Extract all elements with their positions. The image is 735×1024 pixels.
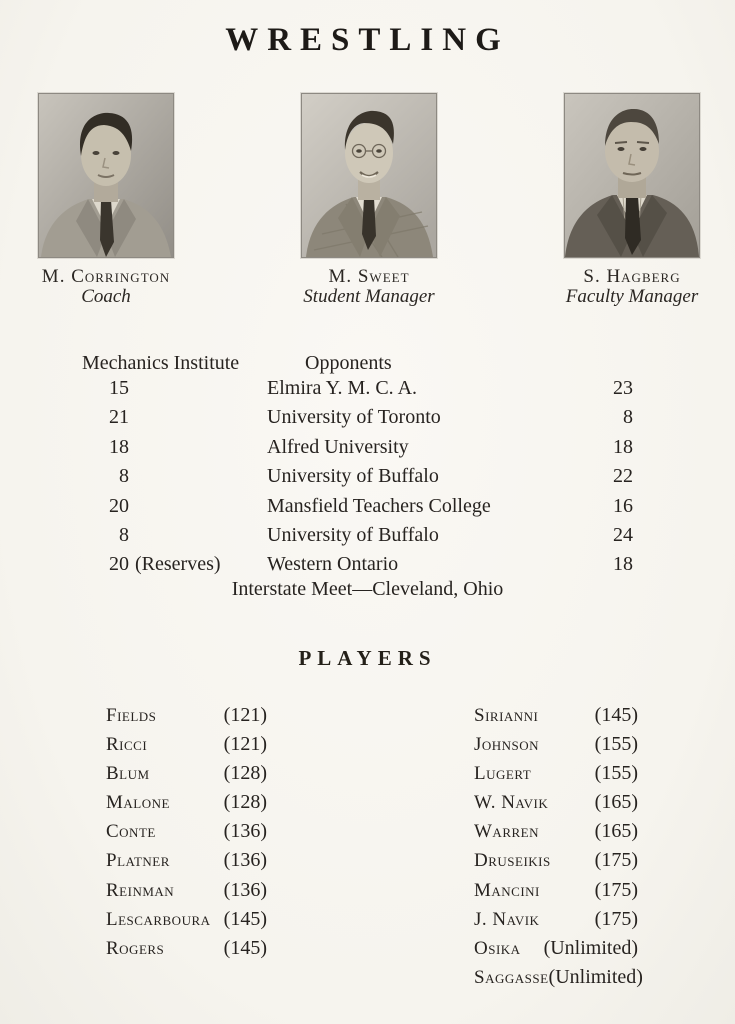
player-row [474,701,638,730]
opponent-score: 8 [623,406,633,429]
result-row [82,433,635,462]
player-name: Druseikis [474,850,551,872]
staff-name: M. Sweet [328,266,410,287]
player-name: Platner [106,850,170,872]
staff-card-faculty-manager [564,93,700,307]
result-row [82,403,635,432]
player-name: J. Navik [474,908,540,930]
player-name: Saggasse [474,966,549,988]
player-name: Fields [106,705,157,726]
players-left-column [106,701,267,992]
result-row [82,462,635,491]
player-row [474,817,638,846]
player-name: Blum [106,763,150,785]
player-weight: (Unlimited) [548,965,643,988]
players-right-column [474,701,643,992]
player-weight: (136) [223,820,267,843]
player-name: Rogers [106,937,165,959]
player-weight: (175) [594,849,638,872]
player-name: Reinman [106,879,175,901]
player-row [106,846,267,875]
opponent-name: Elmira Y. M. C. A. [267,377,418,399]
players-roster [106,701,643,992]
opponent-score: 24 [613,524,633,547]
staff-role: Coach [81,286,131,307]
opponent-score: 23 [613,377,633,399]
player-name: Conte [106,821,156,843]
player-name: Ricci [106,734,148,756]
player-row [474,730,638,759]
player-row [106,788,267,817]
home-team-header: Mechanics Institute [82,352,240,374]
player-weight: (128) [223,762,267,785]
player-row [474,963,643,992]
staff-role: Student Manager [303,286,435,307]
portrait-photo-corrington [38,93,174,258]
player-name: Johnson [474,734,540,756]
result-row [82,521,635,550]
player-weight: (175) [594,878,638,901]
staff-section [0,93,735,307]
player-row [106,905,267,934]
player-weight: (165) [594,791,638,814]
home-score: 8 [119,524,129,547]
interstate-meet-note: Interstate Meet—Cleveland, Ohio [231,578,504,600]
player-row [106,817,267,846]
player-name: W. Navik [474,792,549,814]
player-row [106,730,267,759]
opponents-header: Opponents [305,352,392,374]
opponent-name: University of Toronto [267,406,441,429]
player-name: Sirianni [474,705,539,726]
player-row [106,759,267,788]
player-weight: (155) [594,733,638,756]
home-score: 18 [109,435,129,458]
player-name: Malone [106,792,170,814]
player-row [106,934,267,963]
result-row [82,374,635,403]
player-weight: (145) [223,936,267,959]
portrait-photo-hagberg [564,93,700,258]
player-row [474,788,638,817]
player-weight: (136) [223,878,267,901]
opponent-name: University of Buffalo [267,524,439,547]
player-weight: (165) [594,820,638,843]
results-table [82,352,635,580]
opponent-name: University of Buffalo [267,465,439,488]
results-header-row [82,352,635,374]
player-row [106,701,267,730]
portrait-photo-sweet [301,93,437,258]
player-name: Osika [474,937,521,959]
player-weight: (136) [223,849,267,872]
home-note: (Reserves) [135,553,221,576]
opponent-score: 16 [613,494,633,517]
player-weight: (145) [223,907,267,930]
player-weight: (128) [223,791,267,814]
player-name: Mancini [474,879,540,901]
staff-card-coach [38,93,174,307]
player-row [474,905,638,934]
opponent-score: 18 [613,553,633,576]
player-name: Lescarboura [106,908,211,930]
result-row [82,550,635,579]
home-score: 20 [109,553,129,576]
player-row [474,759,638,788]
staff-role: Faculty Manager [565,286,699,307]
opponent-name: Alfred University [267,435,409,458]
home-score: 21 [109,406,129,429]
player-name: Warren [474,821,539,843]
result-row [82,492,635,521]
players-heading: PLAYERS [298,646,437,670]
player-weight: (175) [594,907,638,930]
player-row [474,876,638,905]
opponent-name: Mansfield Teachers College [267,494,491,517]
player-weight: (121) [223,704,267,726]
opponent-score: 18 [613,435,633,458]
player-row [474,846,638,875]
home-score: 8 [119,465,129,488]
player-weight: (145) [594,704,638,726]
player-row [474,934,638,963]
home-score: 15 [109,377,129,399]
page-title: WRESTLING [225,22,510,58]
player-weight: (121) [223,733,267,756]
home-score: 20 [109,494,129,517]
staff-name: M. Corrington [41,266,171,287]
staff-name: S. Hagberg [583,266,681,287]
player-weight: (155) [594,762,638,785]
opponent-name: Western Ontario [267,553,399,576]
player-row [106,876,267,905]
staff-card-student-manager [301,93,437,307]
player-weight: (Unlimited) [543,936,638,959]
opponent-score: 22 [613,465,633,488]
player-name: Lugert [474,763,532,785]
